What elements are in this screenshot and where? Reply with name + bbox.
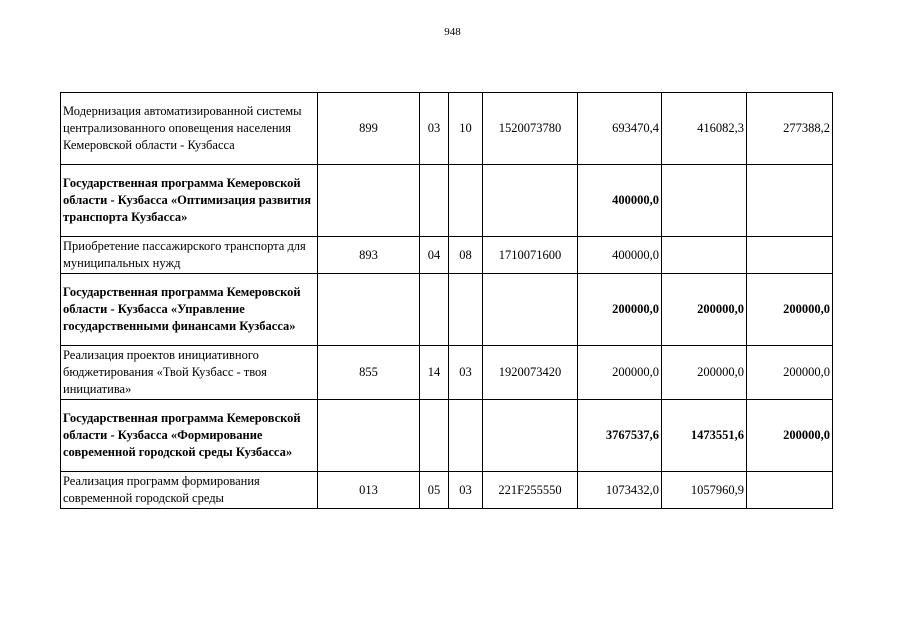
cell-year3: 200000,0 (747, 346, 833, 400)
cell-name: Государственная программа Кемеровской области - Кузбасса «Оптимизация развития транспорта Кузбасса» (61, 165, 318, 237)
cell-code (318, 165, 420, 237)
cell-target (483, 400, 578, 472)
cell-section: 03 (420, 93, 449, 165)
cell-year3 (747, 472, 833, 509)
cell-code: 855 (318, 346, 420, 400)
cell-target: 1920073420 (483, 346, 578, 400)
cell-code: 013 (318, 472, 420, 509)
table-row (61, 165, 833, 237)
cell-year1: 400000,0 (578, 165, 662, 237)
cell-code: 899 (318, 93, 420, 165)
cell-year3 (747, 237, 833, 274)
cell-subsection: 03 (449, 346, 483, 400)
cell-target (483, 165, 578, 237)
table-row (61, 346, 833, 400)
cell-year2: 200000,0 (662, 274, 747, 346)
cell-year1: 693470,4 (578, 93, 662, 165)
cell-name: Реализация проектов инициативного бюджетирования «Твой Кузбасс - твоя инициатива» (61, 346, 318, 400)
cell-section (420, 274, 449, 346)
cell-name: Реализация программ формирования современной городской среды (61, 472, 318, 509)
cell-year3: 200000,0 (747, 274, 833, 346)
cell-year2: 1473551,6 (662, 400, 747, 472)
cell-subsection (449, 274, 483, 346)
cell-year3: 200000,0 (747, 400, 833, 472)
cell-year2 (662, 165, 747, 237)
cell-subsection (449, 400, 483, 472)
cell-year2 (662, 237, 747, 274)
cell-year1: 200000,0 (578, 346, 662, 400)
cell-year3 (747, 165, 833, 237)
table-row (61, 472, 833, 509)
cell-year3: 277388,2 (747, 93, 833, 165)
page-number: 948 (444, 26, 461, 38)
cell-subsection: 08 (449, 237, 483, 274)
table-row (61, 274, 833, 346)
table-row (61, 93, 833, 165)
cell-code: 893 (318, 237, 420, 274)
cell-year2: 416082,3 (662, 93, 747, 165)
budget-table (60, 92, 833, 509)
cell-name: Модернизация автоматизированной системы централизованного оповещения населения Кемеровской области - Кузбасса (61, 93, 318, 165)
cell-year1: 3767537,6 (578, 400, 662, 472)
cell-section (420, 400, 449, 472)
cell-year1: 200000,0 (578, 274, 662, 346)
cell-name: Государственная программа Кемеровской области - Кузбасса «Формирование современной городской среды Кузбасса» (61, 400, 318, 472)
cell-year1: 1073432,0 (578, 472, 662, 509)
cell-name: Приобретение пассажирского транспорта для муниципальных нужд (61, 237, 318, 274)
cell-year2: 1057960,9 (662, 472, 747, 509)
cell-subsection: 03 (449, 472, 483, 509)
table-row (61, 237, 833, 274)
cell-target (483, 274, 578, 346)
table-row (61, 400, 833, 472)
cell-section: 04 (420, 237, 449, 274)
cell-year1: 400000,0 (578, 237, 662, 274)
cell-code (318, 400, 420, 472)
cell-year2: 200000,0 (662, 346, 747, 400)
cell-target: 221F255550 (483, 472, 578, 509)
cell-name: Государственная программа Кемеровской области - Кузбасса «Управление государственными финансами Кузбасса» (61, 274, 318, 346)
cell-section (420, 165, 449, 237)
cell-section: 05 (420, 472, 449, 509)
table-body (61, 93, 833, 509)
cell-section: 14 (420, 346, 449, 400)
cell-code (318, 274, 420, 346)
cell-target: 1520073780 (483, 93, 578, 165)
cell-target: 1710071600 (483, 237, 578, 274)
cell-subsection: 10 (449, 93, 483, 165)
cell-subsection (449, 165, 483, 237)
